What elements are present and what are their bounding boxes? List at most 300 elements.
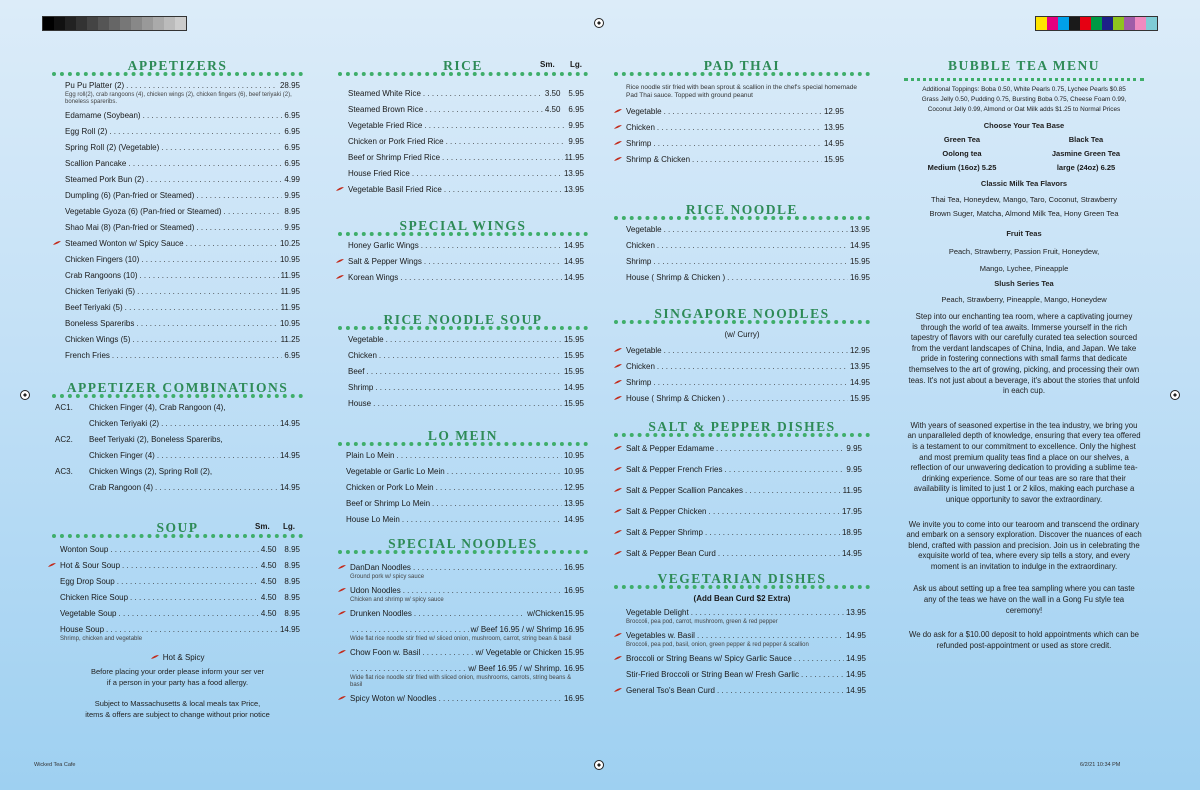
black-tea: Black Tea xyxy=(1068,135,1104,144)
dot-leader xyxy=(653,139,822,149)
dot-leader xyxy=(106,625,278,635)
chili-icon xyxy=(613,687,623,693)
item-price: 6.95 xyxy=(284,143,300,152)
item-price: 16.95 xyxy=(563,694,584,703)
item-name: Steamed Brown Rice xyxy=(348,105,424,114)
item-price: 14.95 xyxy=(841,549,862,558)
item-name: Salt & Pepper French Fries xyxy=(626,465,723,474)
item-name: Shrimp xyxy=(626,257,652,266)
item-price: 4.50 xyxy=(260,545,277,554)
item-price: 12.95 xyxy=(849,346,870,355)
appetizers-item xyxy=(65,348,300,364)
item-price: 6.95 xyxy=(284,351,300,360)
item-name: Chicken Wings (5) xyxy=(65,335,131,344)
wings-list xyxy=(348,238,584,286)
intro-paragraph: Step into our enchanting tea room, where a captivating journey through the world of tea awaits. Immerse yourself in the rich tapestry of flavors with our carefully curated tea selection sourced from the verdant landscapes of China, India, and Japan. We take pride in fostering connections with small farms that dedicate themselves to the art of growing, picking, and processing their own teas. It's not just about a beverage, it's about the stories that unfold in each cup. xyxy=(908,312,1140,396)
dot-leader xyxy=(724,465,844,475)
item-name: Chow Foon w. Basil xyxy=(350,648,421,657)
combo-price: 14.95 xyxy=(279,451,300,460)
saltpepper-item xyxy=(626,546,862,567)
dot-leader xyxy=(705,528,840,538)
hot-legend xyxy=(55,653,300,662)
item-price: 15.95 xyxy=(563,399,584,408)
dot-leader xyxy=(157,451,278,461)
item-price: 17.95 xyxy=(841,507,862,516)
dot-leader xyxy=(432,499,562,509)
soup-title: SOUP xyxy=(52,520,303,538)
color-bar xyxy=(1035,16,1158,31)
dot-leader xyxy=(664,346,848,356)
column-4 xyxy=(900,58,1148,651)
column-3 xyxy=(614,58,870,699)
item-name: Chicken Teriyaki (5) xyxy=(65,287,136,296)
registration-mark-top xyxy=(594,18,604,28)
dot-leader xyxy=(691,608,844,618)
rice-title: RICE xyxy=(338,58,588,76)
saltpepper-item xyxy=(626,525,862,546)
item-name: Vegetable xyxy=(348,335,384,344)
item-price: 15.95 xyxy=(849,257,870,266)
singapore-item xyxy=(626,359,870,375)
dot-leader xyxy=(128,159,282,169)
item-name: Edamame (Soybean) xyxy=(65,111,141,120)
saltpepper-item xyxy=(626,504,862,525)
dot-leader xyxy=(653,257,848,267)
dot-leader xyxy=(692,155,822,165)
item-price: 8.95 xyxy=(284,207,300,216)
item-name: Vegetable Fried Rice xyxy=(348,121,423,130)
item-name: Spicy Woton w/ Noodles xyxy=(350,694,437,703)
dot-leader xyxy=(386,335,562,345)
item-price: 14.95 xyxy=(845,631,866,640)
item-price: 14.95 xyxy=(849,241,870,250)
dot-leader xyxy=(664,225,848,235)
combo-price: 14.95 xyxy=(279,419,300,428)
dot-leader xyxy=(366,367,562,377)
item-name: Drunken Noodles xyxy=(350,609,412,618)
item-price: 4.50 xyxy=(260,561,277,570)
item-price: w/ Vegetable or Chicken 15.95 xyxy=(475,648,584,657)
tax-line-1: Subject to Massachusetts & local meals tax Price, xyxy=(94,699,261,708)
item-price: 4.99 xyxy=(284,175,300,184)
dot-leader xyxy=(657,362,848,372)
item-price: 11.25 xyxy=(280,335,300,344)
combo-line-1: Chicken Finger (4), Crab Rangoon (4), xyxy=(89,403,226,412)
item-price: 9.95 xyxy=(284,223,300,232)
medium-size-price: Medium (16oz) 5.25 xyxy=(927,163,997,172)
item-name: Steamed Pork Bun (2) xyxy=(65,175,145,184)
item-price: 10.95 xyxy=(279,319,300,328)
item-price: 14.95 xyxy=(823,139,844,148)
item-name: Korean Wings xyxy=(348,273,399,282)
item-name: French Fries xyxy=(65,351,110,360)
invitation-paragraph: We invite you to come into our tearoom and transcend the ordinary and embark on a sensory exploration. Discover the nuances of each blend, crafted with passion and precision. Join us in celebrating the exquisite world of tea, where every sip tells a story, and every moment is an invitation to indulge in the extraordinary. xyxy=(906,519,1142,571)
registration-mark-left xyxy=(20,390,30,400)
combo-item xyxy=(55,432,300,448)
ricenoodle-item xyxy=(626,222,870,238)
dot-leader xyxy=(112,351,283,361)
item-price: 10.25 xyxy=(279,239,300,248)
item-price: 10.95 xyxy=(279,255,300,264)
item-name: Salt & Pepper Wings xyxy=(348,257,422,266)
combo-line-2: Chicken Teriyaki (2) xyxy=(89,419,160,428)
item-price: 16.95 xyxy=(563,586,584,595)
wings-item xyxy=(348,254,584,270)
item-name: General Tso's Bean Curd xyxy=(626,686,715,695)
dot-leader xyxy=(716,444,844,454)
veg-item xyxy=(626,667,866,683)
combo-line-1: Chicken Wings (2), Spring Roll (2), xyxy=(89,467,213,476)
rice-section xyxy=(338,58,588,198)
item-price-large: 5.95 xyxy=(568,89,584,98)
padthai-item xyxy=(626,152,844,168)
dot-leader xyxy=(352,664,466,674)
combo-line-2: Chicken Finger (4) xyxy=(89,451,155,460)
dot-leader xyxy=(125,303,279,313)
specialnoodles-title: SPECIAL NOODLES xyxy=(338,536,588,554)
wings-item xyxy=(348,238,584,254)
item-name: Dumpling (6) (Pan-fried or Steamed) xyxy=(65,191,195,200)
veg-section xyxy=(614,571,870,699)
appetizers-item xyxy=(65,188,300,204)
appetizers-item xyxy=(65,108,300,124)
item-name: House Fried Rice xyxy=(348,169,410,178)
tea-base-grid xyxy=(900,133,1148,175)
item-price: 14.95 xyxy=(563,257,584,266)
tax-note xyxy=(55,698,300,720)
item-price: 4.50 xyxy=(260,609,277,618)
dot-leader xyxy=(196,223,282,233)
item-price: 14.95 xyxy=(563,383,584,392)
item-name: Chicken or Pork Fried Rice xyxy=(348,137,444,146)
combo-item xyxy=(55,464,300,480)
specialnoodles-item xyxy=(350,645,584,661)
allergy-line-2: if a person in your party has a food allergy. xyxy=(106,678,249,687)
dot-leader xyxy=(436,483,562,493)
dot-leader xyxy=(413,563,562,573)
item-name: Chicken xyxy=(626,362,655,371)
item-name: Vegetable or Garlic Lo Mein xyxy=(346,467,445,476)
tax-line-2: items & offers are subject to change without prior notice xyxy=(85,710,270,719)
dot-leader xyxy=(439,694,562,704)
item-price: 28.95 xyxy=(279,81,300,90)
ricenoodle-title: RICE NOODLE xyxy=(614,202,870,220)
item-name: Shrimp xyxy=(626,378,652,387)
item-price: 14.95 xyxy=(563,515,584,524)
item-price-large: 6.95 xyxy=(568,105,584,114)
classic-line-2: Brown Suger, Matcha, Almond Milk Tea, Hony Green Tea xyxy=(929,209,1119,218)
specialnoodles-item xyxy=(350,691,584,707)
dot-leader xyxy=(110,545,259,555)
chili-icon xyxy=(613,395,623,401)
dot-leader xyxy=(379,351,562,361)
veg-item xyxy=(626,628,866,644)
footer-left: Wicked Tea Cafe xyxy=(34,762,76,768)
tea-base-heading: Choose Your Tea Base xyxy=(983,121,1065,130)
combo-item-line-2 xyxy=(55,448,300,464)
padthai-section xyxy=(614,58,870,168)
singapore-title: SINGAPORE NOODLES xyxy=(614,306,870,324)
item-price: 15.95 xyxy=(823,155,844,164)
veg-list xyxy=(626,605,866,699)
padthai-list xyxy=(626,104,844,168)
dot-leader xyxy=(442,153,563,163)
lomein-item xyxy=(346,464,584,480)
chili-icon xyxy=(613,529,623,535)
lomein-item xyxy=(346,496,584,512)
item-name: House xyxy=(348,399,372,408)
chili-icon xyxy=(613,156,623,162)
dot-leader xyxy=(186,239,278,249)
combo-code: AC2. xyxy=(55,435,73,444)
item-name: House Soup xyxy=(60,625,105,634)
appetizers-list xyxy=(65,78,300,364)
item-name: Vegetable Gyoza (6) (Pan-fried or Steamed) xyxy=(65,207,222,216)
item-name: Vegetable Soup xyxy=(60,609,117,618)
dot-leader xyxy=(141,255,278,265)
item-price: 14.95 xyxy=(845,686,866,695)
deposit-paragraph: We do ask for a $10.00 deposit to hold appointments which can be refunded post-appointment or used as store credit. xyxy=(908,630,1139,650)
classic-line-1: Thai Tea, Honeydew, Mango, Taro, Coconut, Strawberry xyxy=(930,195,1118,204)
dot-leader xyxy=(421,241,562,251)
rns-list xyxy=(348,332,584,412)
chili-icon xyxy=(613,632,623,638)
item-name: Salt & Pepper Edamame xyxy=(626,444,715,453)
dot-leader xyxy=(119,609,259,619)
item-name: Chicken xyxy=(348,351,377,360)
item-name: Vegetable xyxy=(626,346,662,355)
item-name: Egg Roll (2) xyxy=(65,127,108,136)
item-price: 12.95 xyxy=(563,483,584,492)
specialnoodles-item xyxy=(350,560,584,576)
item-name: Vegetable xyxy=(626,225,662,234)
item-price: 10.95 xyxy=(563,451,584,460)
ricenoodle-list xyxy=(626,222,870,286)
chili-icon xyxy=(613,445,623,451)
item-price: 6.95 xyxy=(284,111,300,120)
dot-leader xyxy=(196,191,282,201)
item-name: Salt & Pepper Bean Curd xyxy=(626,549,716,558)
appetizers-item xyxy=(65,124,300,140)
dot-leader xyxy=(657,241,848,251)
item-name: Vegetable xyxy=(626,107,662,116)
item-price: 10.95 xyxy=(563,467,584,476)
chili-icon xyxy=(52,240,62,246)
dot-leader xyxy=(444,185,562,195)
chili-icon xyxy=(613,466,623,472)
lomein-item xyxy=(346,448,584,464)
expertise-paragraph: With years of seasoned expertise in the tea industry, we bring you an unparalleled depth of knowledge, ensuring that every tea offered is a testament to our commitment to excellence. Only the highest and most premium quality teas find a place on our shelves, a reflection of our unwavering dedication to providing a sublime tea-drinking experience. Some of our teas are so rare that their availability is limited to just 1 or 2 kilos, making each purchase a unique opportunity to savor the extraordinary. xyxy=(907,420,1141,504)
item-name: Pu Pu Platter (2) xyxy=(65,81,125,90)
item-price: 15.95 xyxy=(563,367,584,376)
combo-code: AC3. xyxy=(55,467,73,476)
bubble-title-divider xyxy=(904,78,1144,81)
dot-leader xyxy=(424,121,566,131)
dot-leader xyxy=(136,319,278,329)
item-price: 13.95 xyxy=(563,185,584,194)
soup-item xyxy=(60,558,300,574)
dot-leader xyxy=(718,549,840,559)
item-name: Salt & Pepper Shrimp xyxy=(626,528,703,537)
dot-leader xyxy=(132,335,278,345)
lomein-item xyxy=(346,480,584,496)
item-price: 4.50 xyxy=(260,593,277,602)
veg-add: (Add Bean Curd $2 Extra) xyxy=(693,594,791,603)
item-price: 11.95 xyxy=(280,271,300,280)
item-name: Beef Teriyaki (5) xyxy=(65,303,123,312)
dot-leader xyxy=(657,123,822,133)
appetizers-item xyxy=(65,300,300,316)
item-name: Crab Rangoons (10) xyxy=(65,271,138,280)
appetizers-item xyxy=(65,268,300,284)
dot-leader xyxy=(664,107,822,117)
item-price-large: 8.95 xyxy=(284,609,300,618)
item-name: Shrimp xyxy=(626,139,652,148)
saltpepper-item xyxy=(626,483,862,504)
item-name: Beef or Shrimp Fried Rice xyxy=(348,153,441,162)
soup-list xyxy=(60,542,300,643)
item-price: 14.95 xyxy=(845,654,866,663)
toppings-line-2: Grass Jelly 0.50, Pudding 0.75, Bursting Boba 0.75, Cheese Foam 0.99, xyxy=(921,96,1127,103)
chili-icon xyxy=(613,508,623,514)
item-name: Salt & Pepper Scallion Pancakes xyxy=(626,486,743,495)
item-price: 9.95 xyxy=(846,444,862,453)
soup-item xyxy=(60,574,300,590)
singapore-item xyxy=(626,343,870,359)
grayscale-bar xyxy=(42,16,187,31)
ricenoodle-item xyxy=(626,238,870,254)
item-price: 13.95 xyxy=(563,499,584,508)
chili-icon xyxy=(335,274,345,280)
appetizers-item xyxy=(65,332,300,348)
singapore-item xyxy=(626,375,870,391)
appetizers-item xyxy=(65,284,300,300)
ricenoodle-item xyxy=(626,254,870,270)
item-price: 15.95 xyxy=(563,335,584,344)
item-price: 12.95 xyxy=(823,107,844,116)
footer-right: 6/2/21 10:34 PM xyxy=(1080,762,1121,768)
item-description: Shrimp, chicken and vegetable xyxy=(60,636,143,642)
item-price: 4.50 xyxy=(544,105,561,114)
rice-lg-header: Lg. xyxy=(570,60,582,69)
item-price: 16.95 xyxy=(849,273,870,282)
item-description: Chicken and shrimp w/ spicy sauce xyxy=(350,597,444,603)
item-name: Beef or Shrimp Lo Mein xyxy=(346,499,431,508)
toppings-line-1: Additional Toppings: Boba 0.50, White Pearls 0.75, Lychee Pearls $0.85 xyxy=(922,86,1126,93)
dot-leader xyxy=(727,273,848,283)
item-price: 9.95 xyxy=(284,191,300,200)
rice-item xyxy=(348,166,584,182)
singapore-curry: (w/ Curry) xyxy=(724,330,760,339)
dot-leader xyxy=(424,257,562,267)
dot-leader xyxy=(375,383,562,393)
item-price: 13.95 xyxy=(849,362,870,371)
soup-item xyxy=(60,622,300,638)
dot-leader xyxy=(422,648,473,658)
combos-title: APPETIZER COMBINATIONS xyxy=(52,380,303,398)
item-price: 15.95 xyxy=(849,394,870,403)
soup-item xyxy=(60,606,300,622)
rns-item xyxy=(348,332,584,348)
dot-leader xyxy=(412,169,562,179)
chili-icon xyxy=(337,564,347,570)
item-name: House ( Shrimp & Chicken ) xyxy=(626,273,726,282)
item-name: Steamed White Rice xyxy=(348,89,421,98)
dot-leader xyxy=(373,399,562,409)
oolong-tea: Oolong tea xyxy=(942,149,982,158)
singapore-item xyxy=(626,391,870,407)
item-name: Broccoli or String Beans w/ Spicy Garlic Sauce xyxy=(626,654,792,663)
specialnoodles-section xyxy=(338,536,588,707)
dot-leader xyxy=(447,467,562,477)
saltpepper-item xyxy=(626,462,862,483)
dot-leader xyxy=(653,378,848,388)
soup-item xyxy=(60,542,300,558)
combo-item xyxy=(55,400,300,416)
item-price: 13.95 xyxy=(823,123,844,132)
item-price: 11.95 xyxy=(280,287,300,296)
item-description: Broccoli, pea pod, carrot, mushroom, green & red pepper xyxy=(626,619,778,625)
dot-leader xyxy=(352,625,469,635)
item-name: Udon Noodles xyxy=(350,586,401,595)
sampling-paragraph: Ask us about setting up a free tea sampling where you can taste any of the teas we have on the wall in a Gong Fu style tea ceremony! xyxy=(913,584,1135,615)
appetizers-item xyxy=(65,252,300,268)
item-price: 11.95 xyxy=(842,486,862,495)
appetizers-item xyxy=(65,316,300,332)
dot-leader xyxy=(161,143,282,153)
item-name: Hot & Sour Soup xyxy=(60,561,121,570)
green-tea: Green Tea xyxy=(943,135,981,144)
chili-icon xyxy=(613,655,623,661)
item-price: 3.50 xyxy=(544,89,561,98)
chili-icon xyxy=(613,379,623,385)
dot-leader xyxy=(446,137,567,147)
item-price: 9.95 xyxy=(846,465,862,474)
veg-title: VEGETARIAN DISHES xyxy=(614,571,870,589)
specialnoodles-item xyxy=(350,622,584,638)
item-name: Honey Garlic Wings xyxy=(348,241,419,250)
dot-leader xyxy=(146,175,282,185)
rns-item xyxy=(348,380,584,396)
dot-leader xyxy=(402,515,562,525)
item-name: Wonton Soup xyxy=(60,545,109,554)
item-price-large: 8.95 xyxy=(284,561,300,570)
ricenoodle-section xyxy=(614,202,870,286)
item-price: w/ Beef 16.95 / w/ Shrimp. 16.95 xyxy=(468,664,584,673)
combo-item-line-2 xyxy=(55,416,300,432)
rice-item xyxy=(348,134,584,150)
item-name: Vegetable Delight xyxy=(626,608,689,617)
fruit-heading: Fruit Teas xyxy=(1006,229,1042,238)
dot-leader xyxy=(801,670,844,680)
singapore-section xyxy=(614,306,870,407)
dot-leader xyxy=(117,577,259,587)
combo-price: 14.95 xyxy=(279,483,300,492)
dot-leader xyxy=(400,273,562,283)
item-price-large: 8.95 xyxy=(284,593,300,602)
rns-item xyxy=(348,396,584,412)
appetizers-item xyxy=(65,220,300,236)
bubble-title: BUBBLE TEA MENU xyxy=(947,58,1101,73)
item-name: Plain Lo Mein xyxy=(346,451,395,460)
specialnoodles-item xyxy=(350,583,584,599)
item-price: 6.95 xyxy=(284,159,300,168)
padthai-item xyxy=(626,120,844,136)
item-description: Wide flat rice noodle stir fried with sliced onion, mushrooms, carrots, string beans & basil xyxy=(350,675,572,688)
item-name: Salt & Pepper Chicken xyxy=(626,507,707,516)
item-price: 13.95 xyxy=(563,169,584,178)
item-name: Shao Mai (8) (Pan-fried or Steamed) xyxy=(65,223,195,232)
